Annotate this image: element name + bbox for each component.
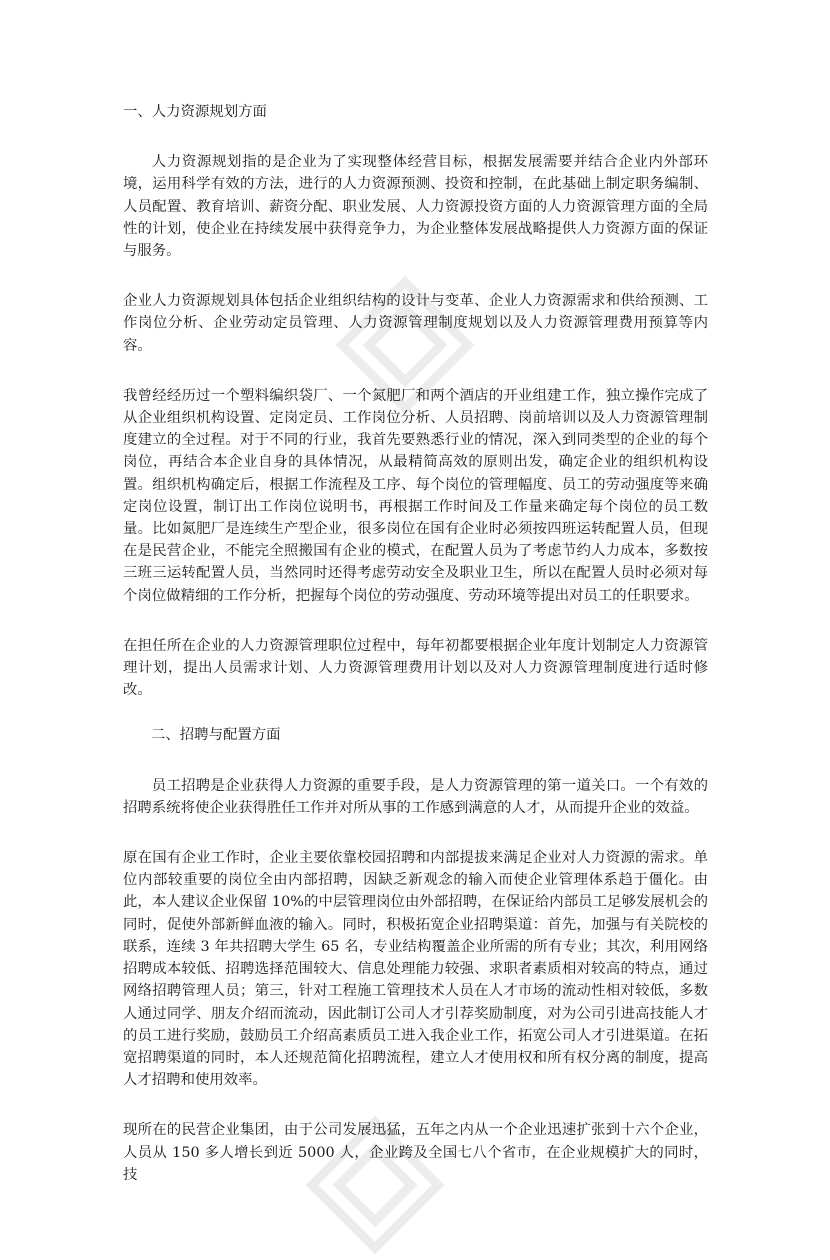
paragraph: 企业人力资源规划具体包括企业组织结构的设计与变革、企业人力资源需求和供给预测、工作岗位分析、企业劳动定员管理、人力资源管理制度规划以及人力资源管理费用预算等内容。 <box>123 293 708 354</box>
document-body <box>123 101 708 1186</box>
section-heading: 二、招聘与配置方面 <box>151 727 281 744</box>
paragraph: 原在国有企业工作时，企业主要依靠校园招聘和内部提拔来满足企业对人力资源的需求。单位内部较重要的岗位全由内部招聘，因缺乏新观念的输入而使企业管理体系趋于僵化。由此，本人建议企业保留 10%的中层管理岗位由外部招聘，在保证给内部员工足够发展机会的同时，促使外部新鲜血液的输入。同时，积极拓宽企业招聘渠道：首先，加强与有关院校的联系，连续 3 年共招聘大学生 65 名，专业结构覆盖企业所需的所有专业；其次，利用网络招聘成本较低、招聘选择范围较大、信息处理能力较强、求职者素质相对较高的特点，通过网络招聘管理人员；第三，针对工程施工管理技术人员在人才市场的流动性相对较低，多数人通过同学、朋友介绍而流动，因此制订公司人才引荐奖励制度，对为公司引进高技能人才的员工进行奖励，鼓励员工介绍高素质员工进入我企业工作，拓宽公司人才引进渠道。在拓宽招聘渠道的同时，本人还规范简化招聘流程，建立人才使用权和所有权分离的制度，提高人才招聘和使用效率。 <box>123 850 708 1089</box>
paragraph: 人力资源规划指的是企业为了实现整体经营目标，根据发展需要并结合企业内外部环境，运用科学有效的方法，进行的人力资源预测、投资和控制，在此基础上制定职务编制、人员配置、教育培训、薪资分配、职业发展、人力资源投资方面的人力资源管理方面的全局性的计划，使企业在持续发展中获得竞争力，为企业整体发展战略提供人力资源方面的保证与服务。 <box>123 154 708 260</box>
paragraph: 我曾经经历过一个塑料编织袋厂、一个氮肥厂和两个酒店的开业组建工作，独立操作完成了从企业组织机构设置、定岗定员、工作岗位分析、人员招聘、岗前培训以及人力资源管理制度建立的全过程。对于不同的行业，我首先要熟悉行业的情况，深入到同类型的企业的每个岗位，再结合本企业自身的具体情况，从最精简高效的原则出发，确定企业的组织机构设置。组织机构确定后，根据工作流程及工序、每个岗位的管理幅度、员工的劳动强度等来确定岗位设置，制订出工作岗位说明书，再根据工作时间及工作量来确定每个岗位的员工数量。比如氮肥厂是连续生产型企业，很多岗位在国有企业时必须按四班运转配置人员，但现在是民营企业，不能完全照搬国有企业的模式，在配置人员为了考虑节约人力成本，多数按三班三运转配置人员，当然同时还得考虑劳动安全及职业卫生，所以在配置人员时必须对每个岗位做精细的工作分析，把握每个岗位的劳动强度、劳动环境等提出对员工的任职要求。 <box>123 387 708 604</box>
paragraph: 在担任所在企业的人力资源管理职位过程中，每年初都要根据企业年度计划制定人力资源管理计划，提出人员需求计划、人力资源管理费用计划以及对人力资源管理制度进行适时修改。 <box>123 637 708 699</box>
section-heading: 一、人力资源规划方面 <box>123 104 267 120</box>
paragraph: 员工招聘是企业获得人力资源的重要手段，是人力资源管理的第一道关口。一个有效的招聘系统将使企业获得胜任工作并对所从事的工作感到满意的人才，从而提升企业的效益。 <box>123 777 708 816</box>
paragraph: 现所在的民营企业集团，由于公司发展迅猛，五年之内从一个企业迅速扩张到十六个企业，人员从 150 多人增长到近 5000 人，企业跨及全国七八个省市，在企业规模扩大的同时，技 <box>123 1122 708 1183</box>
